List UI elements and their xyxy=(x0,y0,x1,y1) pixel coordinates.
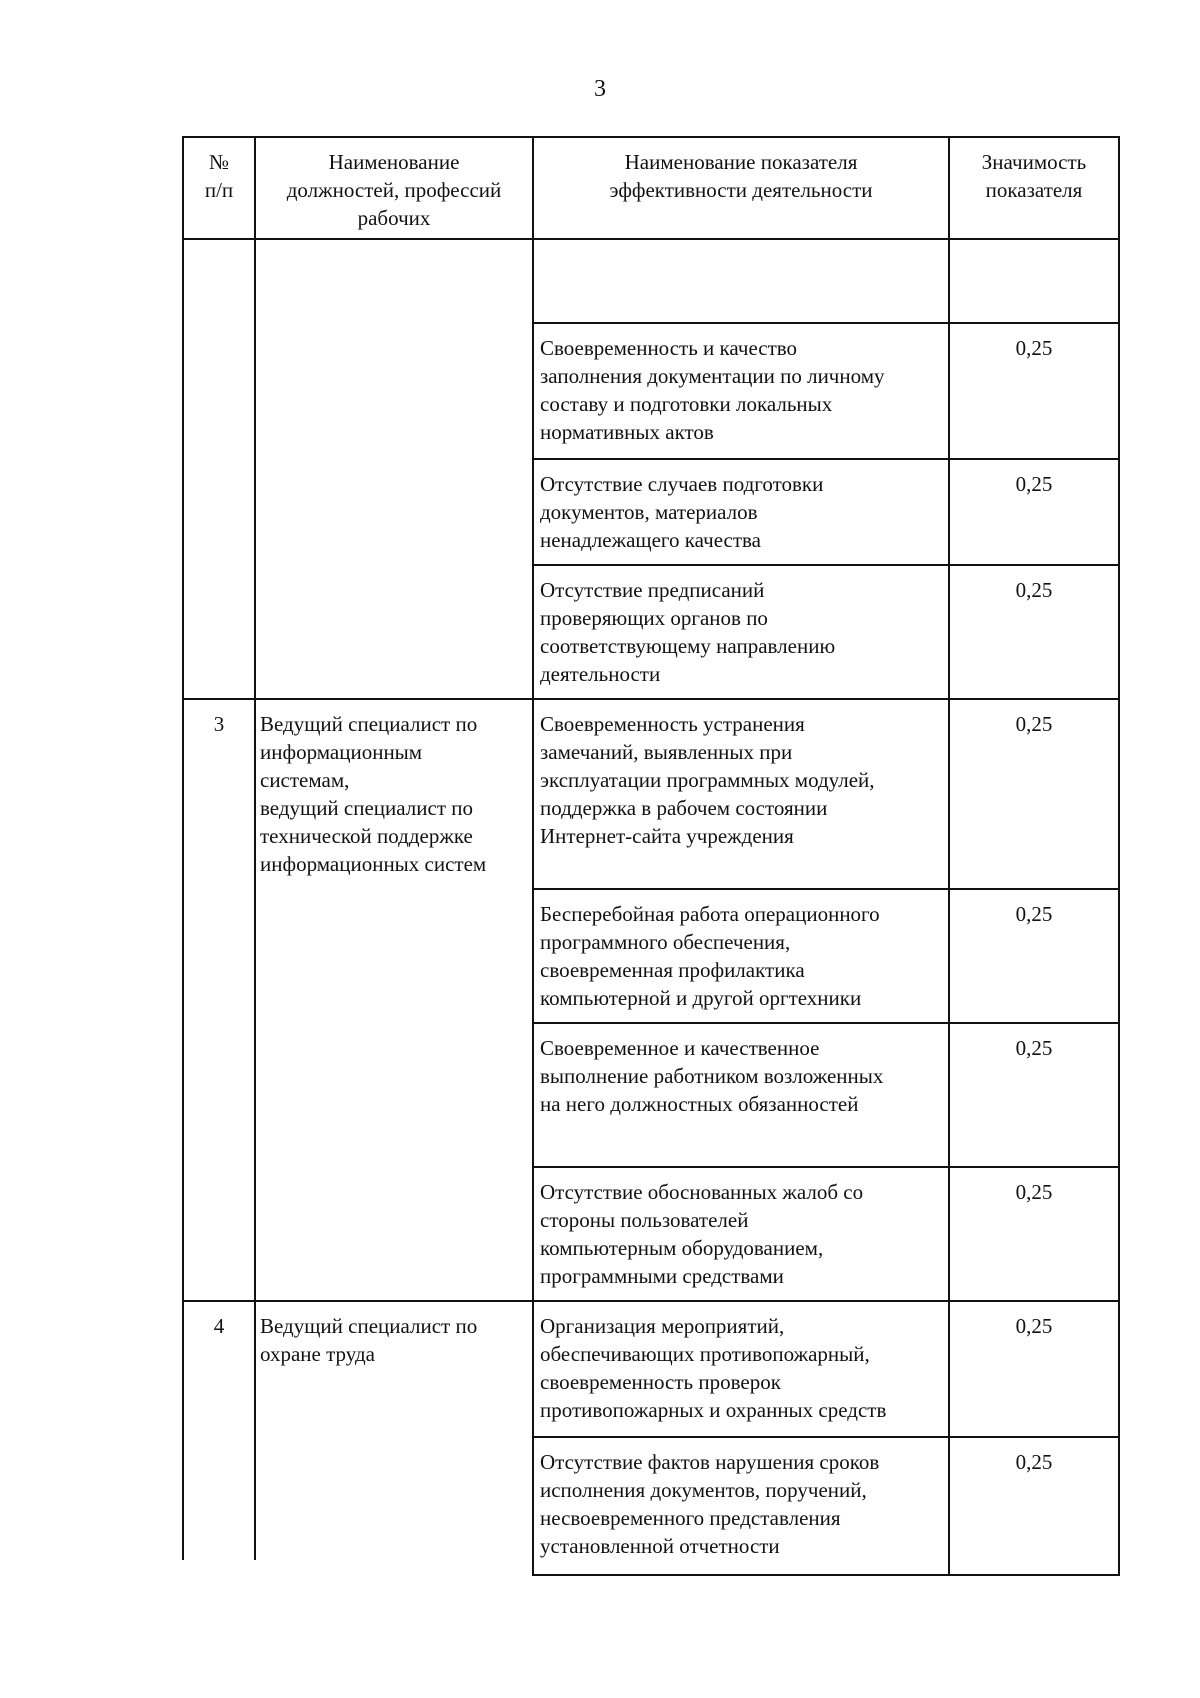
header-indicator: Наименование показателя эффективности деятельности xyxy=(609,150,873,202)
indicator-cell: Отсутствие случаев подготовки документов, материалов ненадлежащего качества xyxy=(540,472,824,552)
weight-cell: 0,25 xyxy=(1015,1036,1053,1060)
weight-cell: 0,25 xyxy=(1015,336,1053,360)
page-number: 3 xyxy=(594,76,606,102)
header-bottom-line xyxy=(182,238,1120,240)
indicator-cell: Отсутствие обоснованных жалоб со стороны пользователей компьютерным оборудованием, программными средствами xyxy=(540,1180,864,1288)
header-num: № п/п xyxy=(204,150,234,202)
indicator-cell: Своевременность и качество заполнения документации по личному составу и подготовки локальных нормативных актов xyxy=(540,336,885,444)
row-line xyxy=(532,1166,1120,1168)
table-border-top xyxy=(182,136,1120,138)
row-line xyxy=(532,888,1120,890)
table-border-bottom xyxy=(532,1574,1120,1576)
row-line xyxy=(532,1436,1120,1438)
weight-cell: 0,25 xyxy=(1015,712,1053,736)
num-cell: 4 xyxy=(213,1314,225,1338)
indicator-cell: Отсутствие фактов нарушения сроков исполнения документов, поручений, несвоевременного представления установленной отчетности xyxy=(540,1450,880,1558)
weight-cell: 0,25 xyxy=(1015,1450,1053,1474)
header-weight: Значимость показателя xyxy=(981,150,1087,202)
weight-cell: 0,25 xyxy=(1015,472,1053,496)
row-line xyxy=(532,1022,1120,1024)
indicator-cell: Своевременное и качественное выполнение работником возложенных на него должностных обязанностей xyxy=(540,1036,884,1116)
weight-cell: 0,25 xyxy=(1015,1180,1053,1204)
table-divider-num xyxy=(254,136,256,1560)
num-cell: 3 xyxy=(213,712,225,736)
row-line xyxy=(532,458,1120,460)
table-divider-position xyxy=(532,136,534,1576)
indicator-cell: Своевременность устранения замечаний, выявленных при эксплуатации программных модулей, поддержка в рабочем состоянии Интернет-сайта учреждения xyxy=(540,712,875,848)
indicator-cell: Отсутствие предписаний проверяющих органов по соответствующему направлению деятельности xyxy=(540,578,836,686)
row-line xyxy=(532,564,1120,566)
group-line xyxy=(182,698,1120,700)
weight-cell: 0,25 xyxy=(1015,1314,1053,1338)
position-cell: Ведущий специалист по информационным системам, ведущий специалист по технической поддержке информационных систем xyxy=(260,712,487,876)
indicator-cell: Организация мероприятий, обеспечивающих противопожарный, своевременность проверок противопожарных и охранных средств xyxy=(540,1314,887,1422)
table-border-right xyxy=(1118,136,1120,1576)
weight-cell: 0,25 xyxy=(1015,578,1053,602)
indicator-cell: Бесперебойная работа операционного программного обеспечения, своевременная профилактика компьютерной и другой оргтехники xyxy=(540,902,880,1010)
header-position: Наименование должностей, профессий рабочих xyxy=(286,150,502,230)
weight-cell: 0,25 xyxy=(1015,902,1053,926)
group-line xyxy=(182,1300,1120,1302)
row-line xyxy=(532,322,1120,324)
position-cell: Ведущий специалист по охране труда xyxy=(260,1314,478,1366)
table-border-left xyxy=(182,136,184,1560)
